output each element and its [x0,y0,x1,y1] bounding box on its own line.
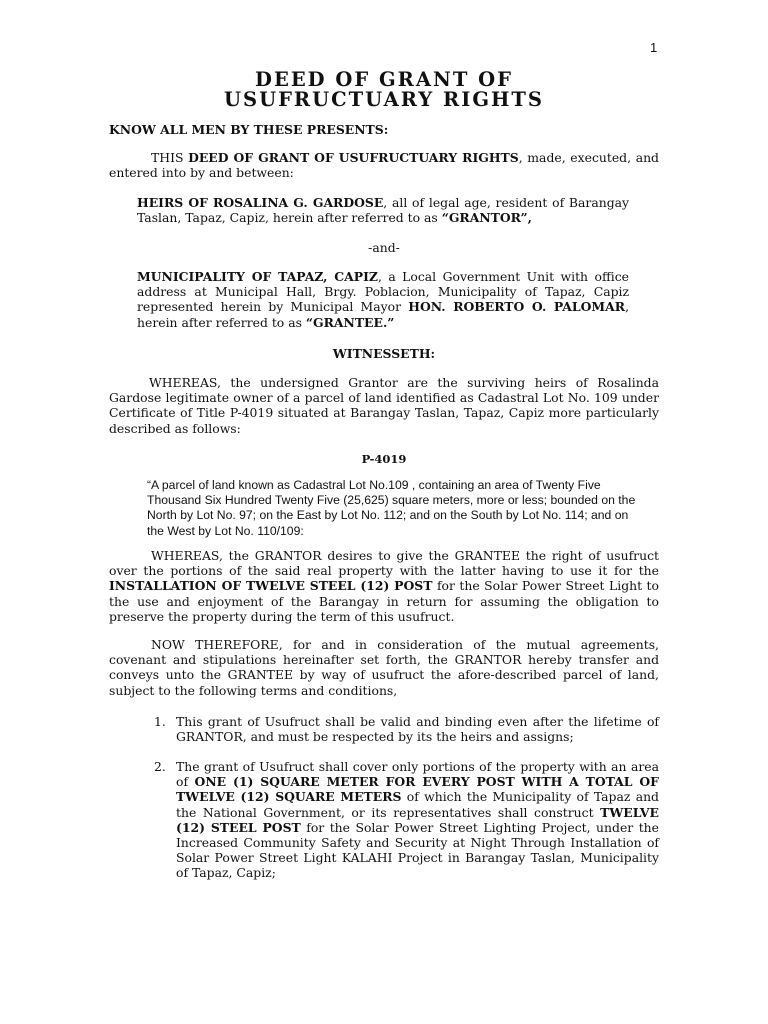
document-title [0,70,768,110]
condition-2-part-2: of which the Municipality of Tapaz and the National Government, or its representatives shall construct [176,789,659,820]
opening-prefix: THIS [151,150,189,165]
title-line-1: DEED OF GRANT OF [255,68,513,91]
condition-2-posts: TWELVE (12) STEEL POST [176,804,659,835]
and-separator: -and- [368,240,400,255]
condition-2-text [176,759,659,881]
now-therefore-paragraph: NOW THEREFORE, for and in consideration of the mutual agreements, covenant and stipulations hereinafter set forth, the GRANTOR hereby transfer and conveys unto the GRANTEE by way of usufruct the afore-described parcel of land, subject to the following terms and conditions, [109,637,659,698]
land-description: “A parcel of land known as Cadastral Lot No.109 , containing an area of Twenty Five Thousand Six Hundred Twenty Five (25,625) square meters, more or less; bounded on the North by Lot No. 97; on the East by Lot No. 112; and on the South by Lot No. 114; and on the West by Lot No. 110/109: [147,478,636,538]
opening-suffix: , made, executed, and entered into by and between: [109,150,659,181]
title-number: P-4019 [361,452,407,466]
opening-paragraph [109,150,659,180]
grantor-role: “GRANTOR”, [441,210,532,226]
whereas-2-installation: INSTALLATION OF TWELVE STEEL (12) POST [109,578,433,594]
whereas-2-part-1: WHEREAS, the GRANTOR desires to give the GRANTEE the right of usufruct over the portions of the said real property with the latter having to use it for the [109,548,659,579]
grantor-name: HEIRS OF ROSALINA G. GARDOSE [137,195,384,210]
grantee-text-2: , herein after referred to as [137,299,630,330]
condition-2-area: ONE (1) SQUARE METER FOR EVERY POST WITH A TOTAL OF TWELVE (12) SQUARE METERS [176,774,659,805]
condition-2-part-1: The grant of Usufruct shall cover only portions of the property with an area of [176,759,659,790]
grantee-role: “GRANTEE.” [305,314,395,330]
whereas-paragraph-1: WHEREAS, the undersigned Grantor are the surviving heirs of Rosalinda Gardose legitimate owner of a parcel of land identified as Cadastral Lot No. 109 under Certificate of Title P-4019 situated at Barangay Taslan, Tapaz, Capiz more particularly described as follows: [109,375,659,436]
witnesseth-heading: WITNESSETH: [332,346,436,361]
opening-deed-name: DEED OF GRANT OF USUFRUCTUARY RIGHTS [188,150,519,165]
title-line-2: USUFRUCTUARY RIGHTS [223,88,545,111]
grantee-text: , a Local Government Unit with office address at Municipal Hall, Brgy. Poblacion, Municipality of Tapaz, Capiz represented herein by Municipal Mayor [137,269,629,315]
page-number: 1 [650,40,658,55]
grantee-paragraph [137,269,629,330]
grantee-name: MUNICIPALITY OF TAPAZ, CAPIZ [137,269,378,284]
grantor-paragraph [137,195,629,225]
grantor-text: , all of legal age, resident of Barangay Taslan, Tapaz, Capiz, herein after referred to as [137,195,630,226]
intro-heading: KNOW ALL MEN BY THESE PRESENTS: [109,122,389,137]
condition-2-number: 2. [154,759,166,774]
condition-2-part-3: for the Solar Power Street Lighting Project, under the Increased Community Safety and Security at Night Through Installation of Solar Power Street Light KALAHI Project in Barangay Taslan, Municipality of Tapaz, Capiz; [176,819,659,881]
condition-1-number: 1. [154,714,166,729]
whereas-paragraph-2 [109,548,659,624]
whereas-2-part-2: for the Solar Power Street Light to the use and enjoyment of the Barangay in return for assuming the obligation to preserve the property during the term of this usufruct. [109,578,659,624]
grantee-mayor: HON. ROBERTO O. PALOMAR [408,299,626,315]
condition-1-text: This grant of Usufruct shall be valid and binding even after the lifetime of GRANTOR, and must be respected by its the heirs and assigns; [176,714,659,745]
